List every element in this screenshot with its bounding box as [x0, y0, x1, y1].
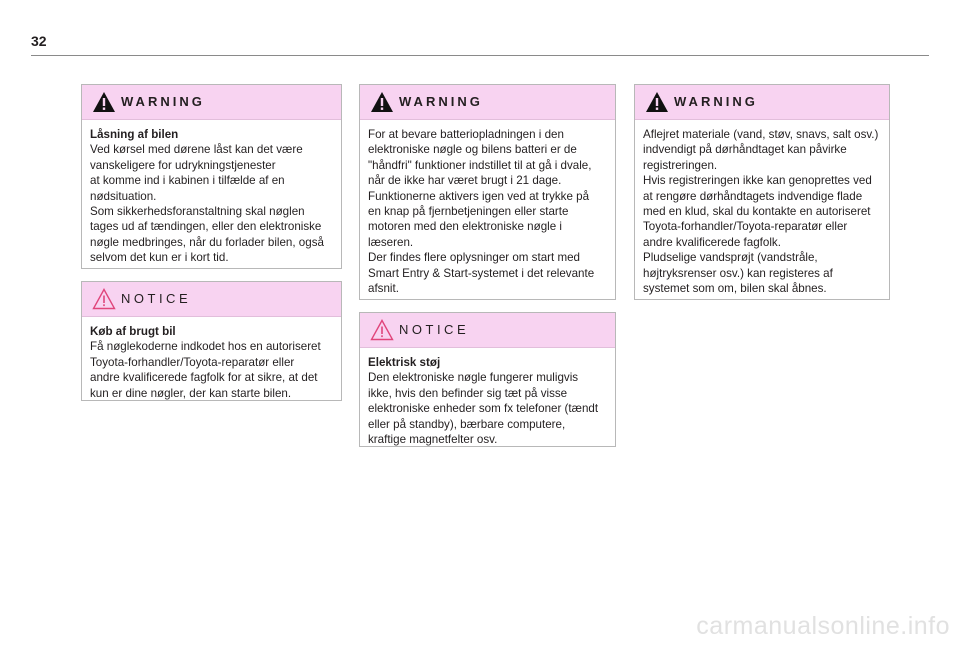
text-line: systemet som om, bilen skal åbnes.	[643, 282, 827, 296]
notice-box-electrical-noise	[359, 312, 616, 447]
notice-box-used-car	[81, 281, 342, 401]
text-line: motoren med den elektroniske nøgle i	[368, 220, 562, 234]
notice-title: NOTICE	[121, 291, 192, 306]
text-line: Den elektroniske nøgle fungerer muligvis	[368, 371, 579, 385]
box-subtitle: Elektrisk støj	[368, 356, 441, 369]
box-subtitle: Låsning af bilen	[90, 128, 179, 141]
text-line: selvom det kun er i kort tid.	[90, 251, 229, 265]
text-line: nøgle medbringes, når du forlader bilen, også	[90, 235, 324, 249]
warning-box-locking	[81, 84, 342, 269]
warning-box-door-handle	[634, 84, 890, 300]
text-line: kraftige magnetfelter osv.	[368, 433, 498, 447]
text-line: højtryksrenser osv.) kan registeres af	[643, 266, 833, 280]
warning-header	[82, 85, 341, 120]
text-line: Pludselige vandsprøjt (vandstråle,	[643, 251, 818, 265]
text-line: Ved kørsel med dørene låst kan det være	[90, 143, 303, 157]
text-line: Få nøglekoderne indkodet hos en autoriseret	[90, 340, 321, 354]
text-line: Toyota-forhandler/Toyota-reparatør eller	[90, 355, 295, 369]
text-line: Der findes flere oplysninger om start med	[368, 251, 580, 265]
text-line: læseren.	[368, 235, 414, 249]
text-line: registreringen.	[643, 158, 718, 172]
notice-header	[82, 282, 341, 317]
text-line: For at bevare batteriopladningen i den	[368, 128, 564, 141]
text-line: elektroniske enheder som fx telefoner (tændt	[368, 402, 599, 416]
box-subtitle: Køb af brugt bil	[90, 325, 176, 338]
text-line: kun er dine nøgler, der kan starte bilen.	[90, 386, 292, 400]
text-line: Aflejret materiale (vand, støv, snavs, salt osv.)	[643, 128, 879, 141]
notice-triangle-icon	[370, 319, 394, 341]
warning-triangle-icon	[92, 91, 116, 113]
notice-triangle-icon	[92, 288, 116, 310]
warning-box-battery	[359, 84, 616, 300]
warning-triangle-icon	[645, 91, 669, 113]
text-line: Hvis registreringen ikke kan genoprettes ved	[643, 174, 872, 188]
header-rule	[31, 55, 929, 56]
text-line: nødsituation.	[90, 189, 157, 203]
notice-title: NOTICE	[399, 322, 470, 337]
text-line: Toyota-forhandler/Toyota-reparatør eller	[643, 220, 848, 234]
text-line: at komme ind i kabinen i tilfælde af en	[90, 174, 285, 188]
text-line: elektroniske nøgle og bilens batteri er de	[368, 143, 577, 157]
text-line: Funktionerne aktivers igen ved at trykke på	[368, 189, 590, 203]
text-line: andre kvalificerede fagfolk.	[643, 235, 781, 249]
text-line: at rengøre dørhåndtagets indvendige flade	[643, 189, 863, 203]
warning-title: WARNING	[674, 94, 758, 109]
text-line: indvendigt på dørhåndtaget kan påvirke	[643, 143, 847, 157]
text-line: andre kvalificerede fagfolk for at sikre, at det	[90, 371, 318, 385]
text-line: når de ikke har været brugt i 21 dage.	[368, 174, 562, 188]
warning-header	[360, 85, 615, 120]
text-line: med en klud, skal du kontakte en autoriseret	[643, 205, 871, 219]
text-line: ikke, hvis den befinder sig tæt på visse	[368, 386, 568, 400]
notice-header	[360, 313, 615, 348]
text-line: afsnit.	[368, 282, 399, 296]
text-line: vanskeligere for udrykningstjenester	[90, 158, 276, 172]
text-line: tages ud af tændingen, eller den elektroniske	[90, 220, 322, 234]
warning-title: WARNING	[399, 94, 483, 109]
watermark: carmanualsonline.info	[696, 612, 950, 640]
warning-triangle-icon	[370, 91, 394, 113]
text-line: Som sikkerhedsforanstaltning skal nøglen	[90, 205, 305, 219]
warning-header	[635, 85, 889, 120]
page-number: 32	[31, 33, 47, 49]
text-line: eller på standby), bærbare computere,	[368, 417, 566, 431]
text-line: "håndfri" funktioner indstillet til at gå i dvale,	[368, 158, 592, 172]
warning-title: WARNING	[121, 94, 205, 109]
text-line: Smart Entry & Start-systemet i det relevante	[368, 266, 595, 280]
text-line: en knap på fjernbetjeningen eller starte	[368, 205, 569, 219]
